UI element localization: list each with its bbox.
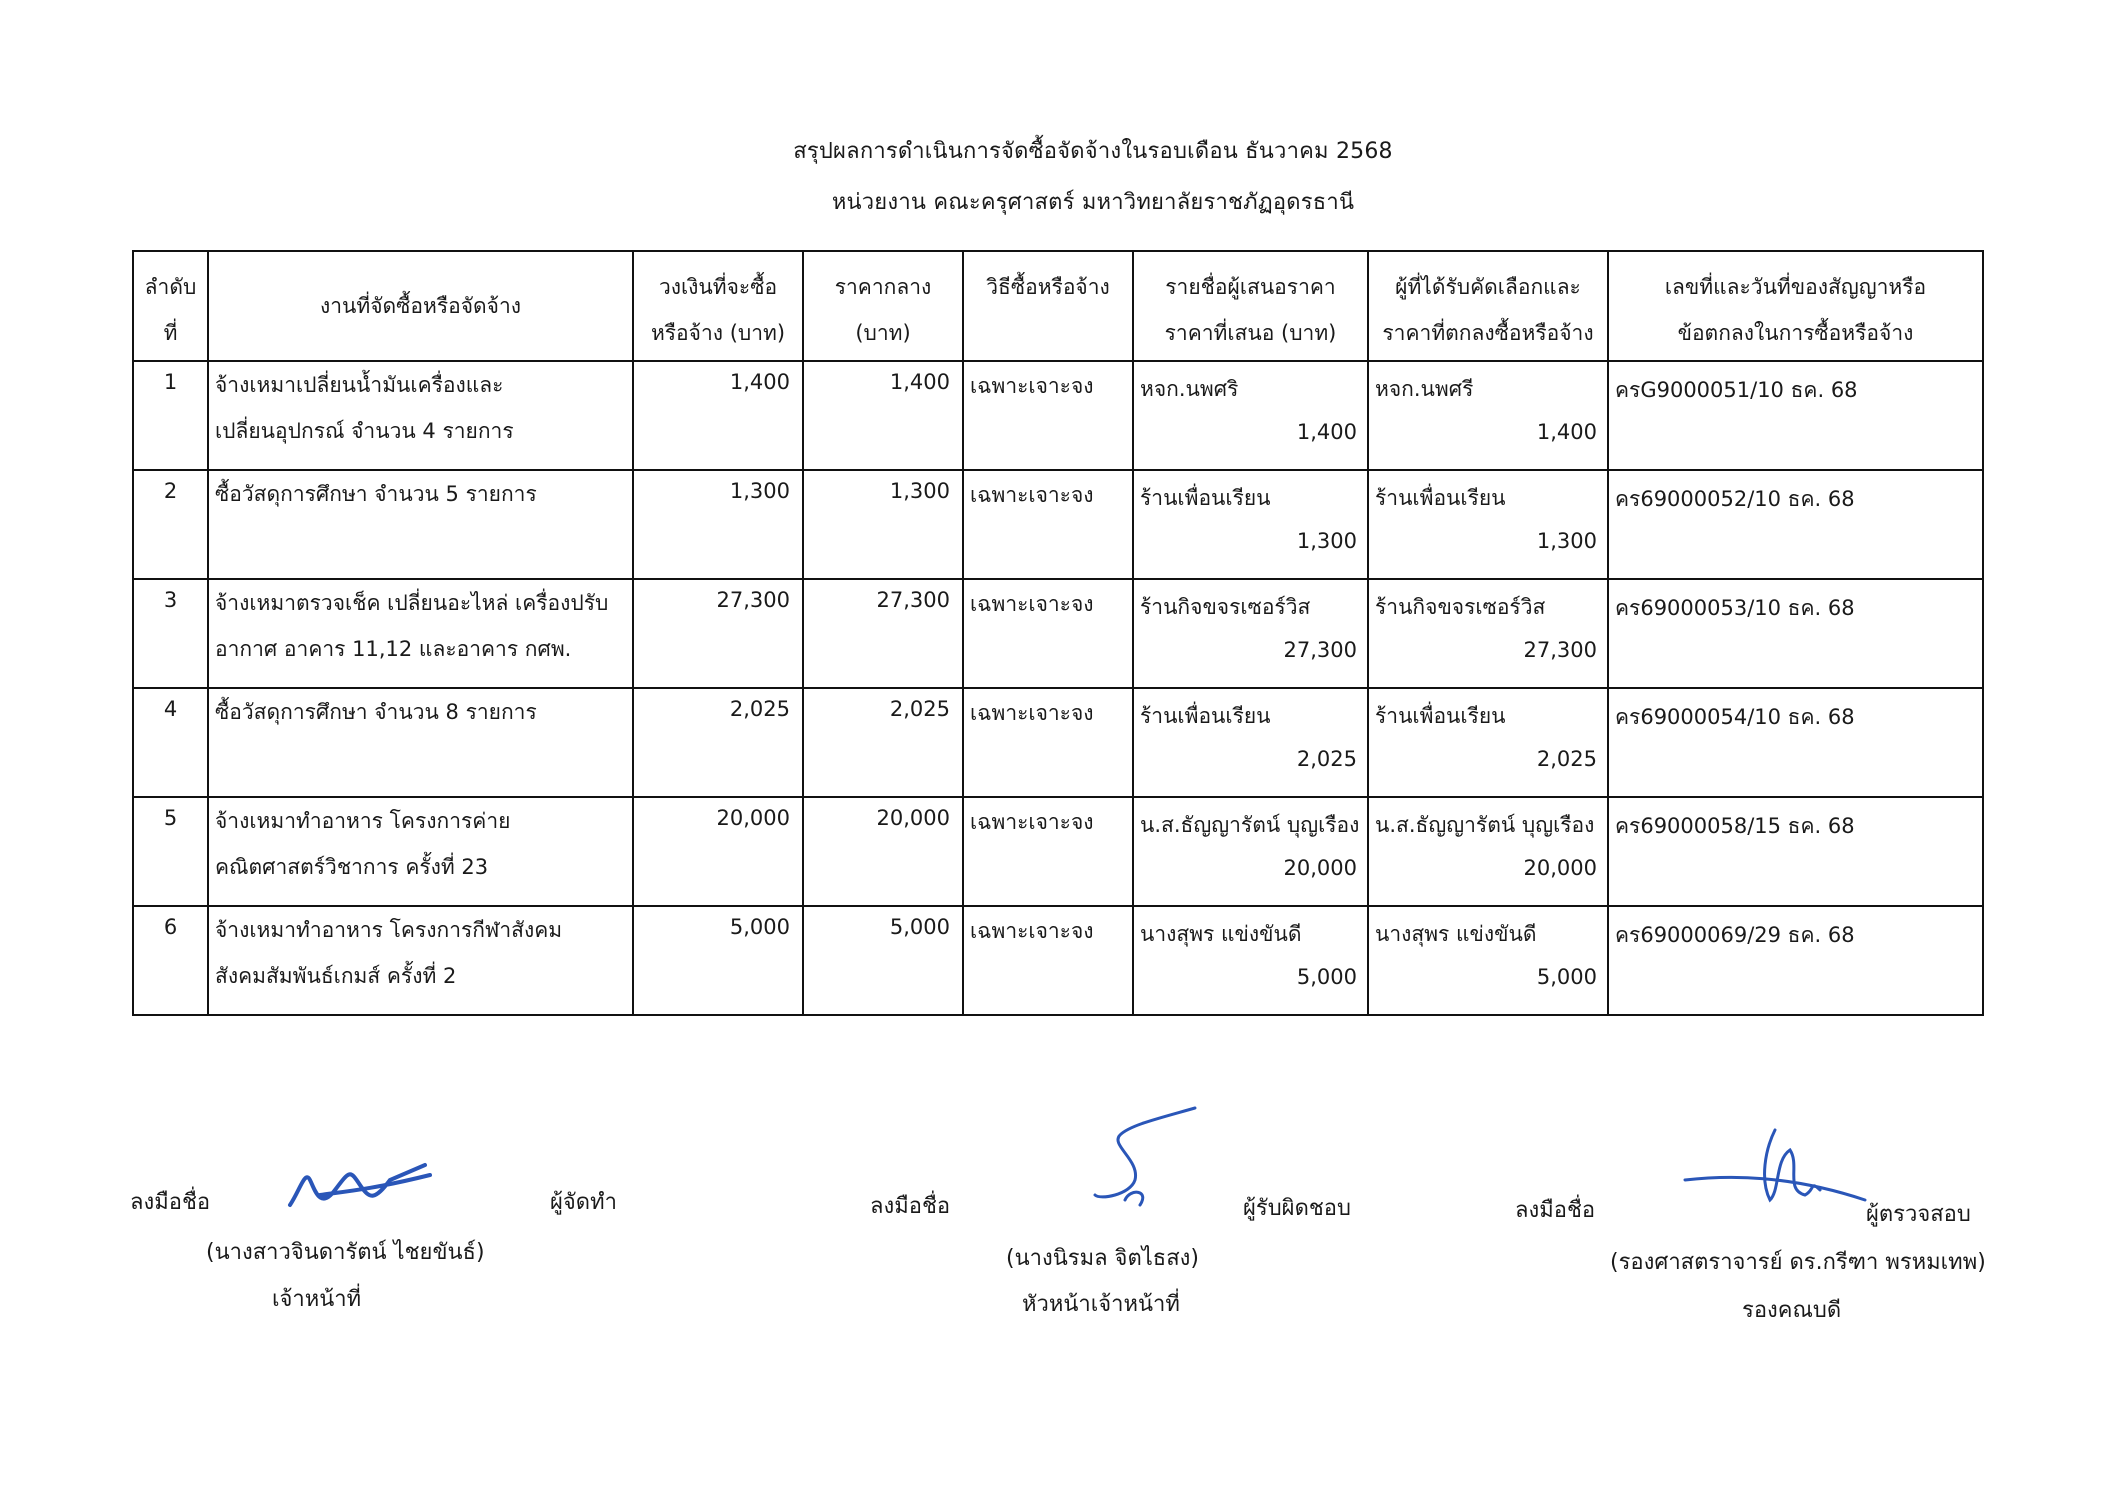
row-work: ซื้อวัสดุการศึกษา จำนวน 8 รายการ: [208, 688, 633, 797]
table-row: [133, 688, 1983, 797]
report-unit: หน่วยงาน คณะครุศาสตร์ มหาวิทยาลัยราชภัฏอุดรธานี: [831, 190, 1355, 215]
row-work: จ้างเหมาตรวจเช็ค เปลี่ยนอะไหล่ เครื่องปรับ อากาศ อาคาร 11,12 และอาคาร กศพ.: [208, 579, 633, 688]
row-median: 2,025: [803, 688, 963, 797]
report-title: สรุปผลการดำเนินการจัดซื้อจัดจ้างในรอบเดือน ธันวาคม 2568: [793, 139, 1393, 164]
row-work: ซื้อวัสดุการศึกษา จำนวน 5 รายการ: [208, 470, 633, 579]
row-method: เฉพาะเจาะจง: [963, 579, 1133, 688]
row-selected: นางสุพร แข่งขันดี 5,000: [1368, 906, 1608, 1015]
signature-1-icon: [280, 1150, 440, 1220]
header-selected: ผู้ที่ได้รับคัดเลือกและ ราคาที่ตกลงซื้อหรือจ้าง: [1368, 251, 1608, 361]
row-bidder: ร้านกิจขจรเซอร์วิส 27,300: [1133, 579, 1368, 688]
header-median: ราคากลาง (บาท): [803, 251, 963, 361]
signer-position-2: หัวหน้าเจ้าหน้าที่: [1022, 1292, 1180, 1317]
row-median: 20,000: [803, 797, 963, 906]
row-method: เฉพาะเจาะจง: [963, 470, 1133, 579]
table-row: [133, 579, 1983, 688]
row-budget: 27,300: [633, 579, 803, 688]
table-header-row: [133, 251, 1983, 361]
role-2: ผู้รับผิดชอบ: [1243, 1196, 1351, 1221]
row-bidder: น.ส.ธัญญารัตน์ บุญเรือง 20,000: [1133, 797, 1368, 906]
row-no: 1: [133, 361, 208, 470]
row-method: เฉพาะเจาะจง: [963, 688, 1133, 797]
row-no: 6: [133, 906, 208, 1015]
header-work: งานที่จัดซื้อหรือจัดจ้าง: [208, 251, 633, 361]
signer-name-3: (รองศาสตราจารย์ ดร.กรีฑา พรหมเทพ): [1610, 1250, 1986, 1275]
row-method: เฉพาะเจาะจง: [963, 361, 1133, 470]
header-contract: เลขที่และวันที่ของสัญญาหรือ ข้อตกลงในการซื้อหรือจ้าง: [1608, 251, 1983, 361]
row-contract: คร69000052/10 ธค. 68: [1608, 470, 1983, 579]
signer-name-1: (นางสาวจินดารัตน์ ไชยขันธ์): [206, 1240, 485, 1265]
row-bidder: ร้านเพื่อนเรียน 1,300: [1133, 470, 1368, 579]
row-budget: 2,025: [633, 688, 803, 797]
table-row: [133, 361, 1983, 470]
row-method: เฉพาะเจาะจง: [963, 906, 1133, 1015]
row-bidder: หจก.นพศริ 1,400: [1133, 361, 1368, 470]
row-method: เฉพาะเจาะจง: [963, 797, 1133, 906]
row-no: 3: [133, 579, 208, 688]
table-row: [133, 470, 1983, 579]
header-method: วิธีซื้อหรือจ้าง: [963, 251, 1133, 361]
header-no: ลำดับ ที่: [133, 251, 208, 361]
row-budget: 20,000: [633, 797, 803, 906]
role-3: ผู้ตรวจสอบ: [1866, 1202, 1971, 1227]
signer-name-2: (นางนิรมล จิตไธสง): [1006, 1246, 1199, 1271]
row-selected: น.ส.ธัญญารัตน์ บุญเรือง 20,000: [1368, 797, 1608, 906]
sign-label-2: ลงมือชื่อ: [870, 1194, 951, 1219]
row-work: จ้างเหมาเปลี่ยนน้ำมันเครื่องและ เปลี่ยนอุปกรณ์ จำนวน 4 รายการ: [208, 361, 633, 470]
header-bidders: รายชื่อผู้เสนอราคา ราคาที่เสนอ (บาท): [1133, 251, 1368, 361]
sign-label-3: ลงมือชื่อ: [1515, 1198, 1596, 1223]
row-work: จ้างเหมาทำอาหาร โครงการค่าย คณิตศาสตร์วิชาการ ครั้งที่ 23: [208, 797, 633, 906]
row-bidder: นางสุพร แข่งขันดี 5,000: [1133, 906, 1368, 1015]
header-budget: วงเงินที่จะซื้อ หรือจ้าง (บาท): [633, 251, 803, 361]
signature-2-icon: [1080, 1100, 1210, 1220]
row-bidder: ร้านเพื่อนเรียน 2,025: [1133, 688, 1368, 797]
row-contract: ครG9000051/10 ธค. 68: [1608, 361, 1983, 470]
sign-label-1: ลงมือชื่อ: [130, 1190, 211, 1215]
row-selected: ร้านกิจขจรเซอร์วิส 27,300: [1368, 579, 1608, 688]
table-row: [133, 906, 1983, 1015]
row-budget: 5,000: [633, 906, 803, 1015]
procurement-table: [132, 250, 1984, 1016]
row-median: 1,400: [803, 361, 963, 470]
row-contract: คร69000054/10 ธค. 68: [1608, 688, 1983, 797]
row-selected: ร้านเพื่อนเรียน 1,300: [1368, 470, 1608, 579]
signer-position-3: รองคณบดี: [1742, 1298, 1842, 1323]
table-row: [133, 797, 1983, 906]
row-contract: คร69000053/10 ธค. 68: [1608, 579, 1983, 688]
row-median: 5,000: [803, 906, 963, 1015]
signer-position-1: เจ้าหน้าที่: [272, 1287, 362, 1312]
row-budget: 1,400: [633, 361, 803, 470]
row-contract: คร69000069/29 ธค. 68: [1608, 906, 1983, 1015]
role-1: ผู้จัดทำ: [550, 1190, 617, 1215]
row-no: 5: [133, 797, 208, 906]
row-contract: คร69000058/15 ธค. 68: [1608, 797, 1983, 906]
row-no: 2: [133, 470, 208, 579]
row-budget: 1,300: [633, 470, 803, 579]
row-median: 27,300: [803, 579, 963, 688]
row-work: จ้างเหมาทำอาหาร โครงการกีฬาสังคม สังคมสัมพันธ์เกมส์ ครั้งที่ 2: [208, 906, 633, 1015]
row-selected: ร้านเพื่อนเรียน 2,025: [1368, 688, 1608, 797]
row-median: 1,300: [803, 470, 963, 579]
row-selected: หจก.นพศรี 1,400: [1368, 361, 1608, 470]
row-no: 4: [133, 688, 208, 797]
signature-3-icon: [1680, 1120, 1880, 1230]
